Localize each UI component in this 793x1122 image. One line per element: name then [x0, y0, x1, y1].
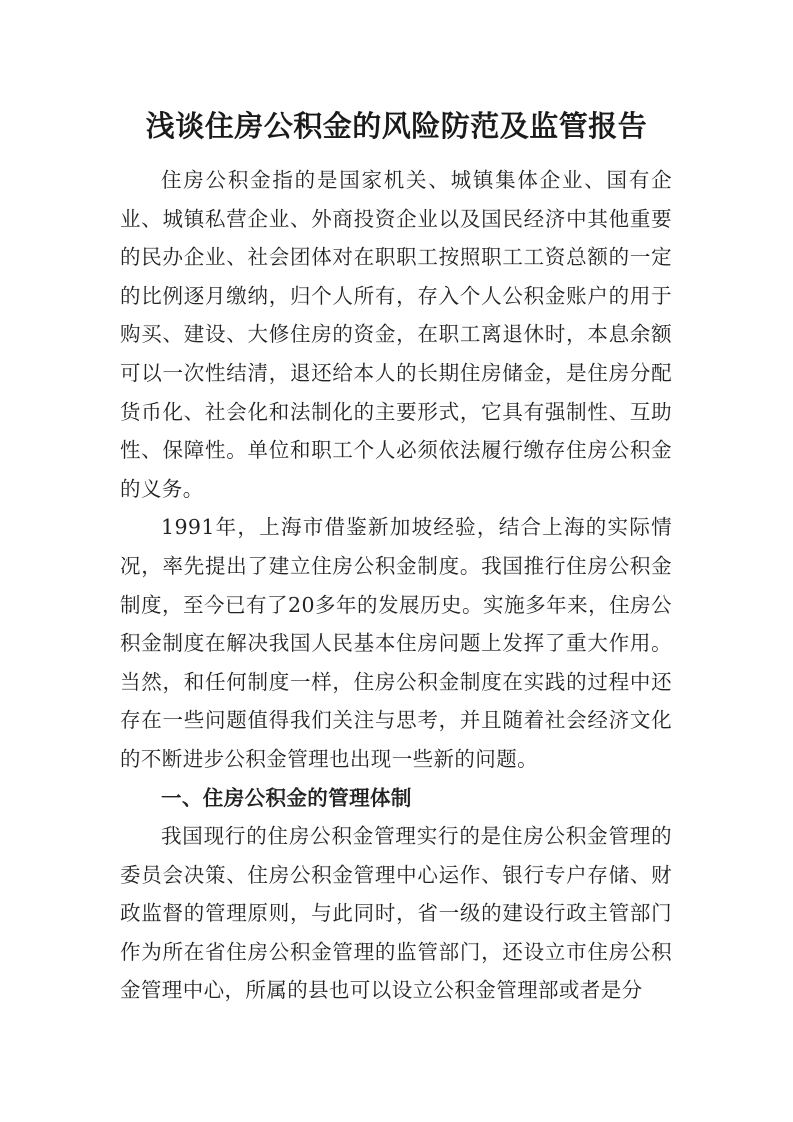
document-title: 浅谈住房公积金的风险防范及监管报告 — [145, 109, 648, 143]
paragraph-intro: 住房公积金指的是国家机关、城镇集体企业、国有企业、城镇私营企业、外商投资企业以及国民经济中其他重要的民办企业、社会团体对在职职工按照职工工资总额的一定的比例逐月缴纳，归个人所有，存入个人公积金账户的用于购买、建设、大修住房的资金，在职工离退休时，本息余额可以一次性结清，退还给本人的长期住房储金，是住房分配货币化、社会化和法制化的主要形式，它具有强制性、互助性、保障性。单位和职工个人必须依法履行缴存住房公积金的义务。 — [120, 168, 672, 501]
section-heading: 一、住房公积金的管理体制 — [161, 785, 412, 810]
paragraph-history: 1991年，上海市借鉴新加坡经验，结合上海的实际情况，率先提出了建立住房公积金制度。我国推行住房公积金制度，至今已有了20多年的发展历史。实施多年来，住房公积金制度在解决我国人民基本住房问题上发挥了重大作用。当然，和任何制度一样，住房公积金制度在实践的过程中还存在一些问题值得我们关注与思考，并且随着社会经济文化的不断进步公积金管理也出现一些新的问题。 — [120, 515, 672, 771]
document-body — [120, 161, 672, 1010]
paragraph-management: 我国现行的住房公积金管理实行的是住房公积金管理的委员会决策、住房公积金管理中心运作、银行专户存储、财政监督的管理原则，与此同时，省一级的建设行政主管部门作为所在省住房公积金管理的监管部门，还设立市住房公积金管理中心，所属的县也可以设立公积金管理部或者是分 — [120, 824, 672, 1003]
